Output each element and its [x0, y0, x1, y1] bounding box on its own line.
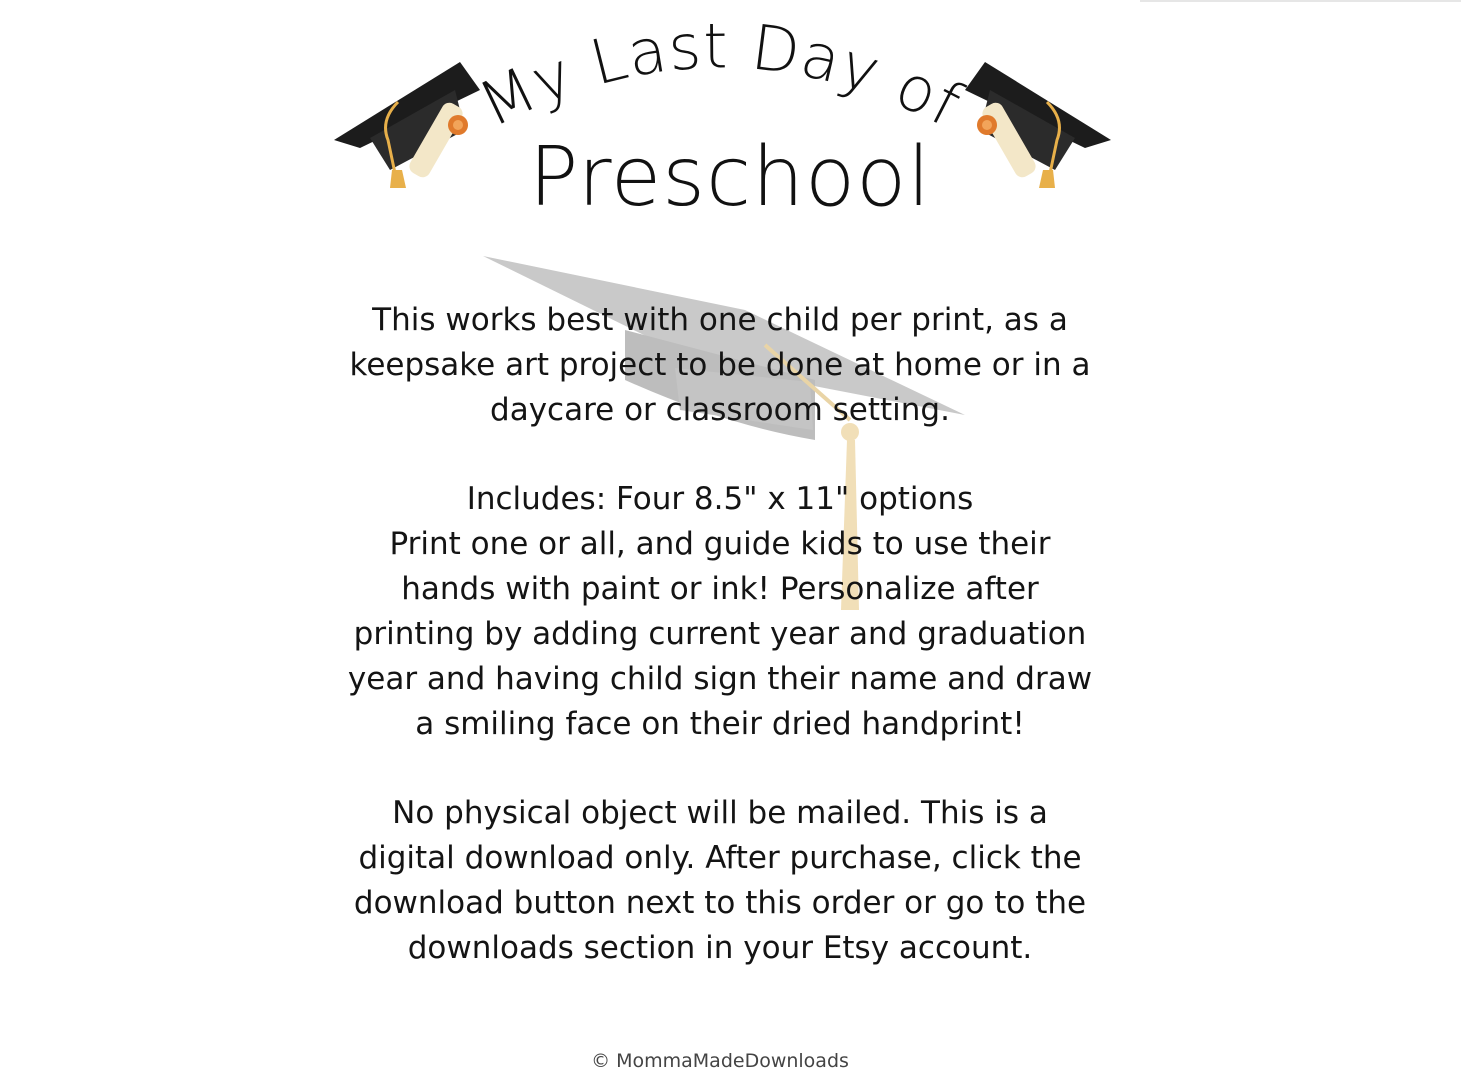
title-line1: My Last Day of	[467, 10, 974, 142]
graduation-cap-right-icon	[955, 60, 1115, 190]
includes-line: Includes: Four 8.5" x 11" options	[466, 481, 974, 517]
copyright-footer: © MommaMadeDownloads	[591, 1050, 849, 1072]
description-paragraph-3: No physical object will be mailed. This is a digital download only. After purchase, click the download button next to this order or go to the downloads section in your Etsy account.	[353, 795, 1087, 966]
top-divider	[1140, 0, 1461, 2]
description	[340, 298, 1100, 1015]
description-paragraph-2: Print one or all, and guide kids to use their hands with paint or ink! Personalize after printing by adding current year and graduation year and having child sign their name and draw a smiling face on their dried handprint!	[347, 526, 1093, 742]
page-title: Preschool	[528, 130, 932, 225]
title-arc	[440, 10, 1000, 150]
description-paragraph-1: This works best with one child per print, as a keepsake art project to be done at home or in a daycare or classroom setting.	[349, 302, 1091, 428]
